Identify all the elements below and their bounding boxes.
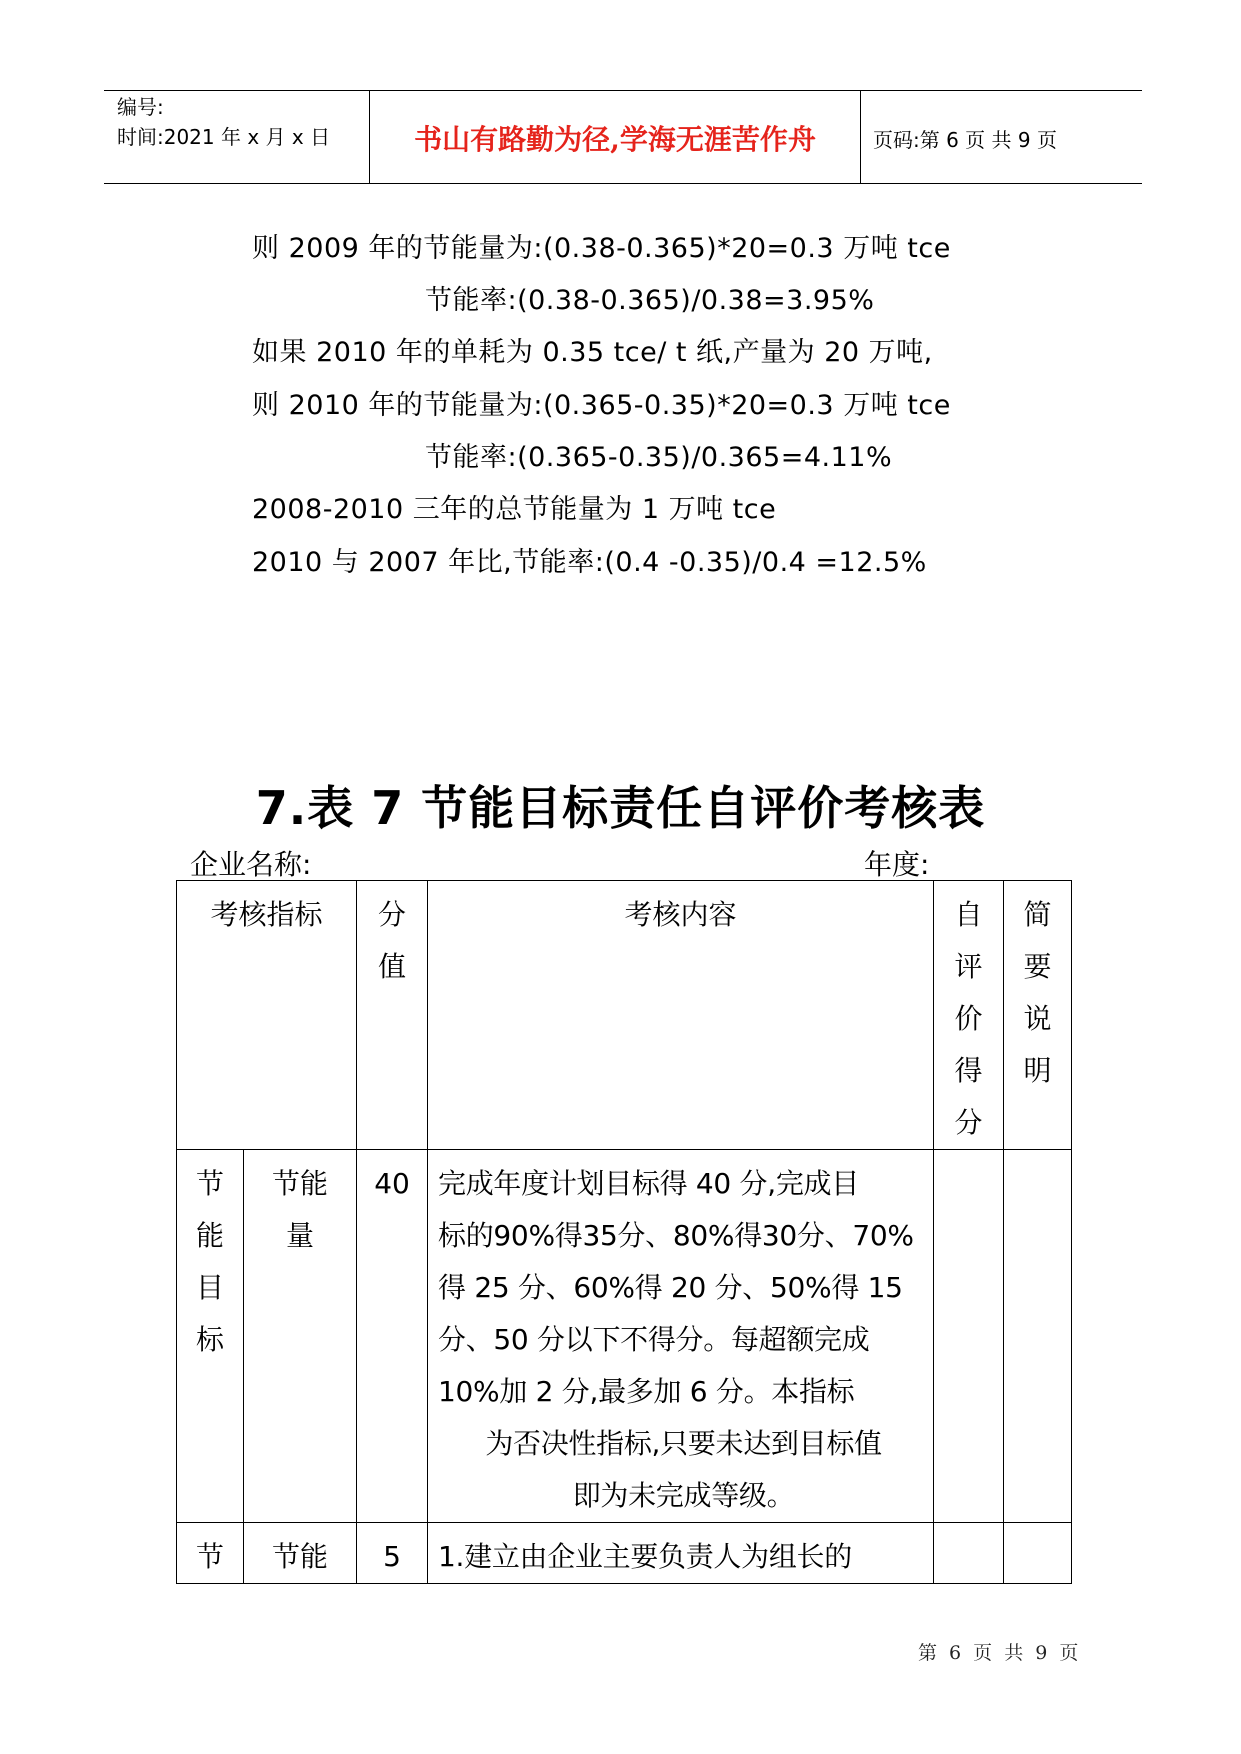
header-content-text: 考核内容 <box>624 898 737 931</box>
row-item <box>244 1523 357 1584</box>
table-header-row <box>177 881 1072 1150</box>
row-score <box>357 1150 428 1523</box>
table-row <box>177 1523 1072 1584</box>
row-remarks <box>1004 1150 1072 1523</box>
row-category <box>177 1523 244 1584</box>
page-footer: 第 6 页 共 9 页 <box>918 1642 1082 1664</box>
paragraph-2010-rate: 节能率:(0.365-0.35)/0.365=4.11% <box>425 442 893 473</box>
row-category <box>177 1150 244 1523</box>
header-score <box>357 881 428 1150</box>
row-score <box>357 1523 428 1584</box>
assessment-table <box>176 880 1072 1584</box>
paragraph-2009-savings: 则 2009 年的节能量为:(0.38-0.365)*20=0.3 万吨 tce <box>252 233 951 264</box>
row-category-text: 节 <box>195 1540 224 1573</box>
header-content <box>428 881 934 1150</box>
header-remarks <box>1004 881 1072 1150</box>
row-category-text: 节能目标 <box>195 1167 224 1356</box>
header-self-score <box>934 881 1004 1150</box>
header-top-rule <box>104 90 1142 91</box>
row-item <box>244 1150 357 1523</box>
company-name-label: 企业名称: <box>190 848 312 881</box>
row-self-score <box>934 1523 1004 1584</box>
table-title: 7.表 7 节能目标责任自评价考核表 <box>255 781 986 835</box>
row-score-text: 5 <box>383 1540 401 1573</box>
header-remarks-text: 简要说明 <box>1023 898 1052 1087</box>
row-self-score <box>934 1150 1004 1523</box>
year-label: 年度: <box>864 848 930 881</box>
header-bottom-rule <box>104 183 1142 184</box>
header-info <box>117 92 330 152</box>
row-score-text: 40 <box>374 1167 410 1200</box>
header-indicator-text: 考核指标 <box>210 898 323 931</box>
paragraph-2010-savings: 则 2010 年的节能量为:(0.365-0.35)*20=0.3 万吨 tce <box>252 390 951 421</box>
paragraph-2009-rate: 节能率:(0.38-0.365)/0.38=3.95% <box>425 285 875 316</box>
row-item-text: 节能量 <box>272 1167 329 1252</box>
paragraph-overall-rate: 2010 与 2007 年比,节能率:(0.4 -0.35)/0.4 =12.5% <box>252 547 927 578</box>
header-score-text: 分值 <box>378 898 407 983</box>
header-page-label: 页码:第 6 页 共 9 页 <box>873 128 1057 152</box>
row-content-line: 得 25 分、60%得 20 分、50%得 15 <box>438 1271 903 1304</box>
row-content <box>428 1150 934 1523</box>
table-row <box>177 1150 1072 1523</box>
row-remarks <box>1004 1523 1072 1584</box>
header-divider-right <box>860 90 861 183</box>
row-content-line: 10%加 2 分,最多加 6 分。本指标 <box>438 1375 855 1408</box>
row-content-line: 分、50 分以下不得分。每超额完成 <box>438 1323 870 1356</box>
row-content-line: 为否决性指标,只要未达到目标值 <box>485 1427 882 1460</box>
paragraph-total-savings: 2008-2010 三年的总节能量为 1 万吨 tce <box>252 494 777 525</box>
row-content <box>428 1523 934 1584</box>
row-content-line: 标的90%得35分、80%得30分、70% <box>438 1219 914 1252</box>
row-content-line: 即为未完成等级。 <box>572 1479 795 1512</box>
header-indicator <box>177 881 357 1150</box>
header-motto: 书山有路勤为径,学海无涯苦作舟 <box>414 123 816 156</box>
header-time-label: 时间:2021 年 x 月 x 日 <box>117 125 331 149</box>
row-content-line: 完成年度计划目标得 40 分,完成目 <box>438 1167 859 1200</box>
row-item-text: 节能 <box>272 1540 329 1573</box>
row-content-line: 1.建立由企业主要负责人为组长的 <box>438 1540 852 1573</box>
paragraph-2010-assumption: 如果 2010 年的单耗为 0.35 tce/ t 纸,产量为 20 万吨, <box>252 337 933 368</box>
header-number-label: 编号: <box>117 95 164 119</box>
header-self-score-text: 自评价得分 <box>954 898 983 1139</box>
